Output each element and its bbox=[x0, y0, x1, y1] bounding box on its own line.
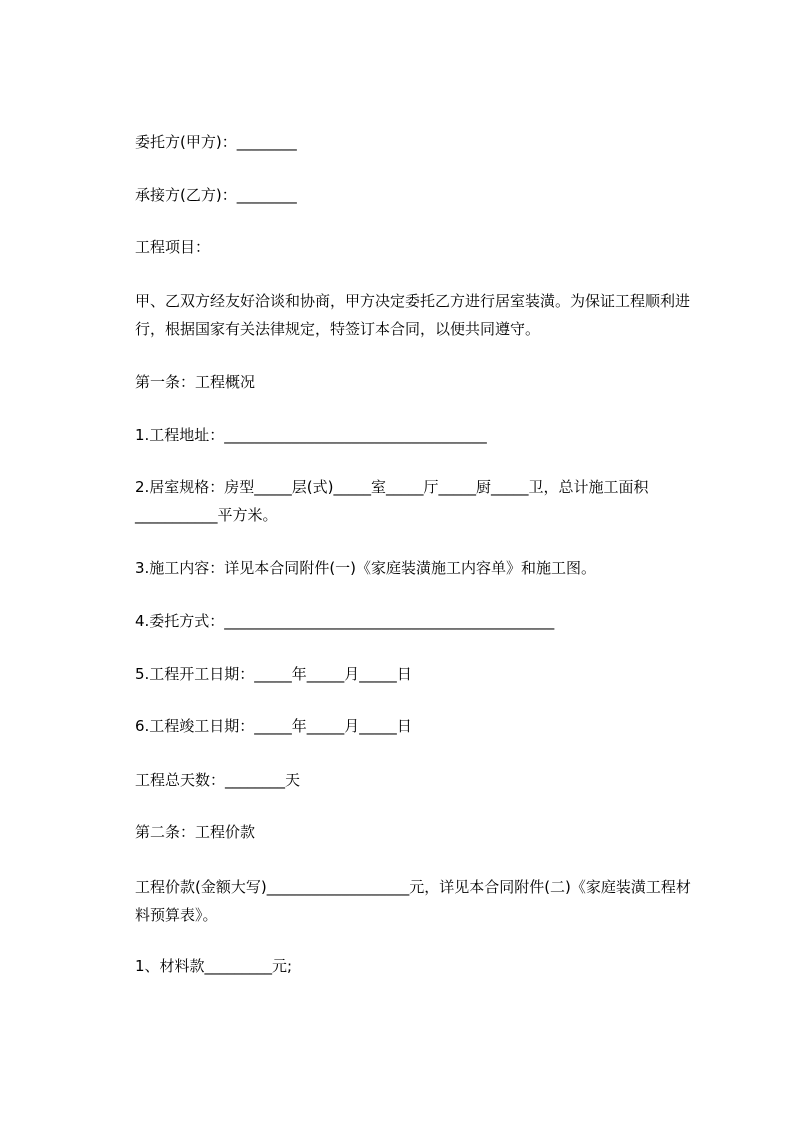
completion-date-line: 6.工程竣工日期：_____年_____月_____日 bbox=[135, 717, 412, 735]
material-cost-line: 1、材料款_________元; bbox=[135, 957, 293, 975]
article-two-heading: 第二条：工程价款 bbox=[135, 823, 256, 841]
room-spec-paragraph: 2.居室规格：房型_____层(式)_____室_____厅_____厨_____卫，总计施工面积___________平方米。 bbox=[135, 478, 649, 524]
article-one-heading: 第一条：工程概况 bbox=[135, 373, 256, 391]
project-price-paragraph: 工程价款(金额大写)___________________元，详见本合同附件(二)《家庭装潢工程材料预算表》。 bbox=[135, 878, 691, 924]
total-days-line: 工程总天数：________天 bbox=[135, 771, 301, 789]
construction-content-line: 3.施工内容：详见本合同附件(一)《家庭装潢施工内容单》和施工图。 bbox=[135, 559, 597, 577]
project-line: 工程项目： bbox=[135, 238, 211, 256]
start-date-line: 5.工程开工日期：_____年_____月_____日 bbox=[135, 665, 412, 683]
contractor-party-line: 承接方(乙方)：________ bbox=[135, 186, 297, 204]
client-party-line: 委托方(甲方)：________ bbox=[135, 133, 297, 151]
commission-method-line: 4.委托方式：____________________________________________ bbox=[135, 612, 555, 630]
project-address-line: 1.工程地址：___________________________________ bbox=[135, 426, 487, 444]
preamble-paragraph: 甲、乙双方经友好洽谈和协商，甲方决定委托乙方进行居室装潢。为保证工程顺利进行，根据国家有关法律规定，特签订本合同，以便共同遵守。 bbox=[135, 292, 691, 338]
